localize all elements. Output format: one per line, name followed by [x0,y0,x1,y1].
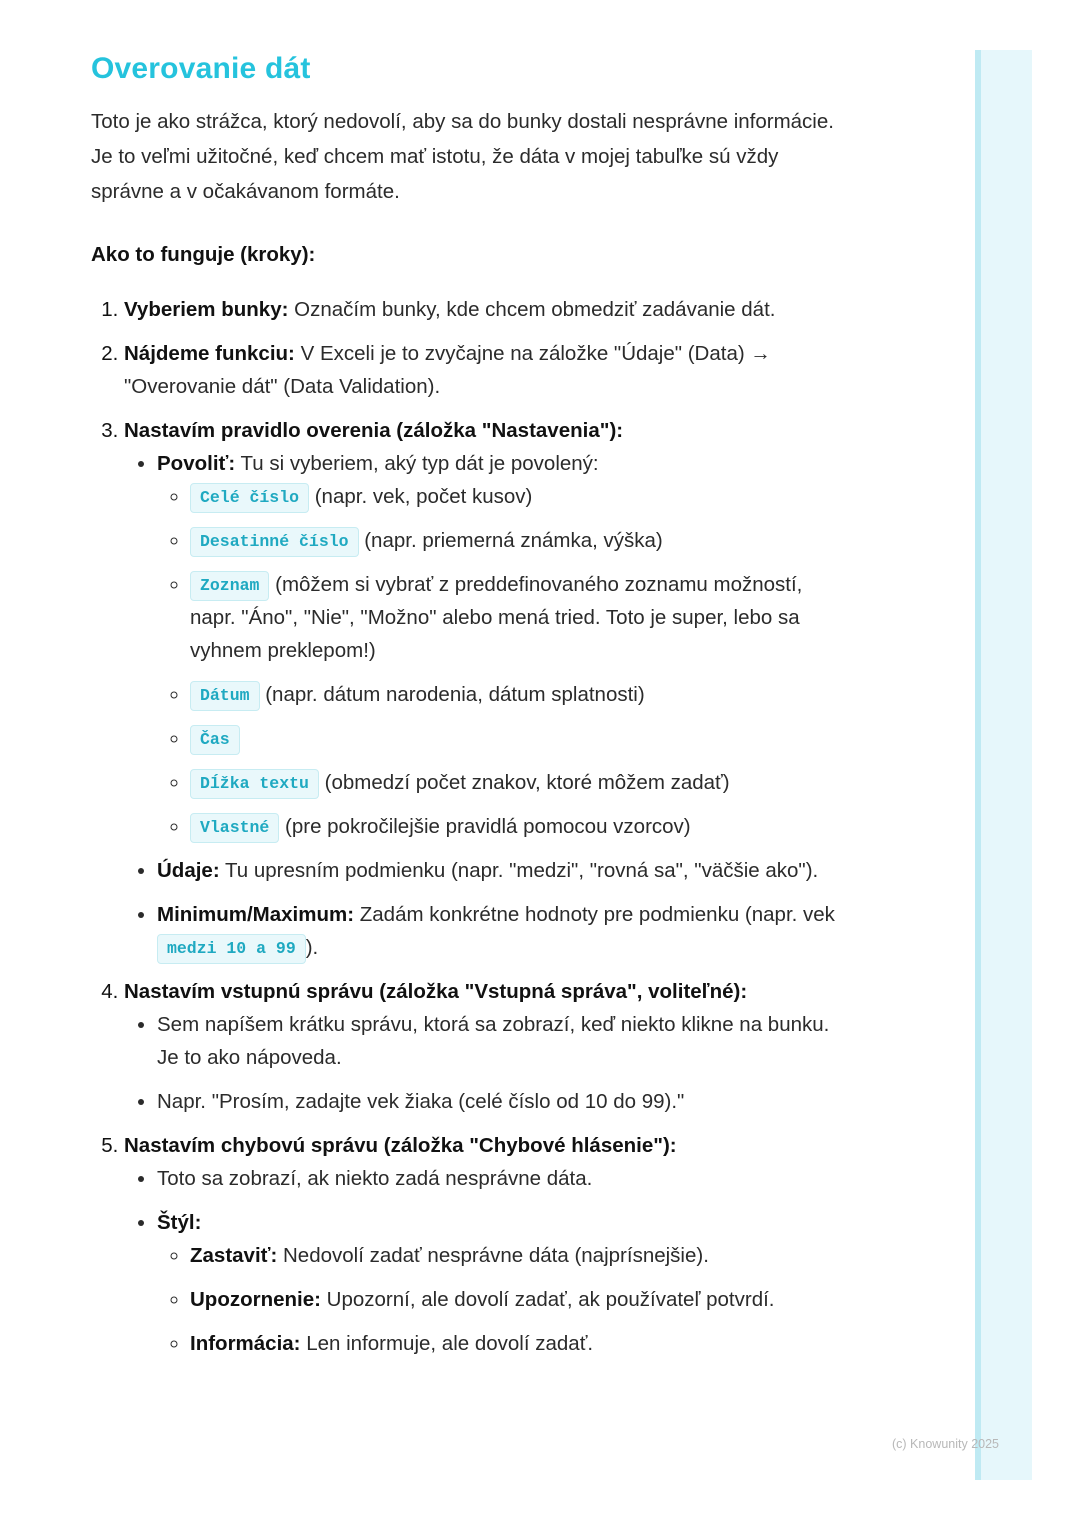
data-types-list [157,480,836,843]
item-label: Minimum/Maximum: [157,903,355,926]
list-item-povolit [157,447,836,843]
error-message-list [124,1162,836,1360]
item-text: Tu upresním podmienku (napr. "medzi", "rovná sa", "väčšie ako"). [219,859,819,882]
style-options-list [157,1239,836,1360]
step-text: Označím bunky, kde chcem obmedziť zadávanie dát. [288,298,776,321]
list-item [190,810,836,843]
item-label: Povoliť: [157,452,236,475]
side-margin-line [975,50,981,1480]
rule-settings-list [124,447,836,964]
step-4 [124,975,836,1118]
list-item-styl [157,1206,836,1360]
step-5 [124,1129,836,1360]
item-label: Informácia: [190,1332,301,1355]
item-label: Upozornenie: [190,1288,321,1311]
step-label: Nájdeme funkciu: [124,342,295,365]
item-text: ). [305,936,319,959]
code-chip: Zoznam [190,571,269,601]
code-chip: Dĺžka textu [190,769,319,799]
item-label: Zastaviť: [190,1244,278,1267]
item-text: (napr. dátum narodenia, dátum splatnosti) [259,683,645,706]
step-text: V Exceli je to zvyčajne na záložke "Údaje" (Data) → "Overovanie dát" (Data Validation). [124,342,771,398]
code-chip: Dátum [190,681,260,711]
page-title: Overovanie dát [91,52,311,85]
step-1 [124,293,836,326]
step-label: Nastavím pravidlo overenia (záložka "Nastavenia"): [124,419,624,442]
list-item-udaje [157,854,836,887]
item-text: Tu si vyberiem, aký typ dát je povolený: [235,452,599,475]
item-text: (obmedzí počet znakov, ktoré môžem zadať) [318,771,730,794]
item-text: Zadám konkrétne hodnoty pre podmienku (napr. vek [354,903,835,926]
code-chip: medzi 10 a 99 [157,934,306,964]
steps-heading: Ako to funguje (kroky): [91,243,316,266]
code-chip: Vlastné [190,813,279,843]
content-area [91,48,836,1371]
list-item [190,1283,836,1316]
list-item [190,678,836,711]
item-text: (môžem si vybrať z preddefinovaného zoznamu možností, napr. "Áno", "Nie", "Možno" alebo mená tried. Toto je super, lebo sa vyhnem preklepom!) [190,573,803,662]
step-label: Vyberiem bunky: [124,298,289,321]
item-text: Nedovolí zadať nesprávne dáta (najprísnejšie). [277,1244,709,1267]
steps-list [91,293,836,1360]
item-text: Upozorní, ale dovolí zadať, ak používateľ potvrdí. [320,1288,775,1311]
list-item: • Sem napíšem krátku správu, ktorá sa zobrazí, keď niekto klikne na bunku. Je to ako nápoveda. [157,1008,836,1074]
item-text: (napr. vek, počet kusov) [309,485,533,508]
list-item [190,766,836,799]
list-item-minmax [157,898,836,964]
code-chip: Desatinné číslo [190,527,359,557]
step-label: Nastavím vstupnú správu (záložka "Vstupná správa", voliteľné): [124,980,748,1003]
item-label: Údaje: [157,859,220,882]
code-chip: Čas [190,725,240,755]
input-message-list [124,1008,836,1118]
code-chip: Celé číslo [190,483,309,513]
side-margin-band [975,50,1032,1480]
list-item [190,722,836,755]
item-label: Štýl: [157,1211,202,1234]
step-2 [124,337,836,403]
list-item [190,568,836,667]
intro-paragraph: Toto je ako strážca, ktorý nedovolí, aby sa do bunky dostali nesprávne informácie. Je to veľmi užitočné, keď chcem mať istotu, že dáta v mojej tabuľke sú vždy správne a v očakávanom formáte. [91,110,834,203]
list-item: • Toto sa zobrazí, ak niekto zadá nesprávne dáta. [157,1162,836,1195]
list-item [190,1327,836,1360]
step-3 [124,414,836,964]
item-text: (pre pokročilejšie pravidlá pomocou vzorcov) [279,815,691,838]
list-item [190,480,836,513]
list-item: • Napr. "Prosím, zadajte vek žiaka (celé číslo od 10 do 99)." [157,1085,836,1118]
step-label: Nastavím chybovú správu (záložka "Chybové hlásenie"): [124,1134,677,1157]
item-text: (napr. priemerná známka, výška) [358,529,663,552]
item-text: Len informuje, ale dovolí zadať. [300,1332,594,1355]
copyright-footer: (c) Knowunity 2025 [892,1437,1000,1451]
list-item [190,524,836,557]
list-item [190,1239,836,1272]
